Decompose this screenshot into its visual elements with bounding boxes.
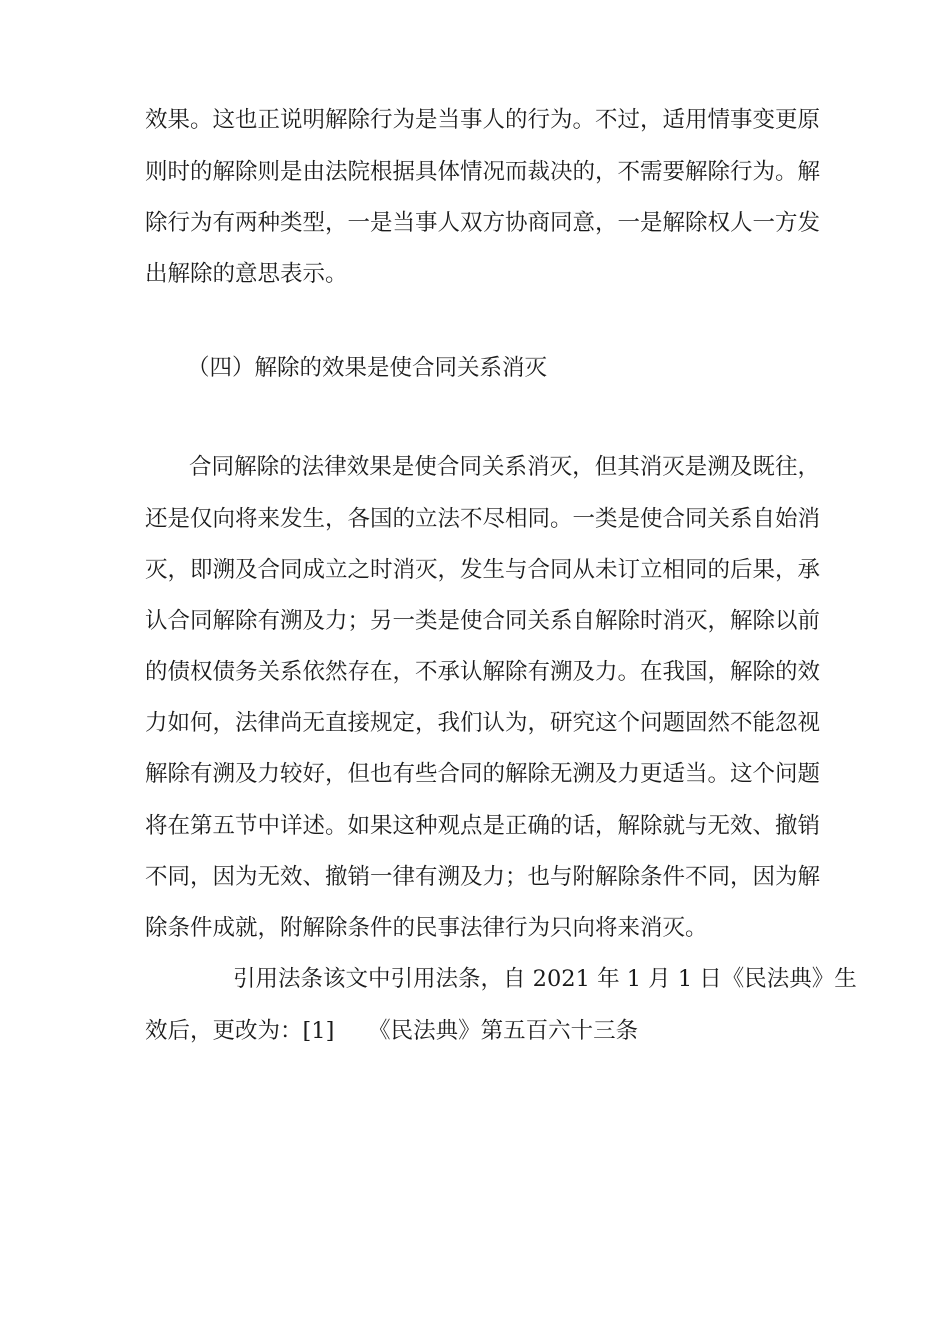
paragraph-line: 则时的解除则是由法院根据具体情况而裁决的，不需要解除行为。解	[145, 159, 821, 185]
paragraph-line: 效果。这也正说明解除行为是当事人的行为。不过，适用情事变更原	[145, 107, 821, 133]
citation-line: 引用法条该文中引用法条，自 2021 年 1 月 1 日《民法典》生	[233, 966, 857, 992]
paragraph-line: 合同解除的法律效果是使合同关系消灭，但其消灭是溯及既往，	[189, 454, 820, 480]
paragraph-line: 将在第五节中详述。如果这种观点是正确的话，解除就与无效、撤销	[145, 813, 821, 839]
paragraph-line: 除条件成就，附解除条件的民事法律行为只向将来消灭。	[145, 915, 708, 941]
paragraph-line: 解除有溯及力较好，但也有些合同的解除无溯及力更适当。这个问题	[145, 761, 821, 787]
paragraph-line: 不同，因为无效、撤销一律有溯及力；也与附解除条件不同，因为解	[145, 864, 821, 890]
paragraph-line: 还是仅向将来发生，各国的立法不尽相同。一类是使合同关系自始消	[145, 506, 821, 532]
paragraph-line: 认合同解除有溯及力；另一类是使合同关系自解除时消灭，解除以前	[145, 608, 821, 634]
paragraph-line: 力如何，法律尚无直接规定，我们认为，研究这个问题固然不能忽视	[145, 710, 821, 736]
section-heading: （四）解除的效果是使合同关系消灭	[187, 355, 548, 381]
paragraph-line: 灭，即溯及合同成立之时消灭，发生与合同从未订立相同的后果，承	[145, 557, 821, 583]
paragraph-line: 除行为有两种类型，一是当事人双方协商同意，一是解除权人一方发	[145, 210, 821, 236]
paragraph-line: 出解除的意思表示。	[145, 261, 348, 287]
citation-line: 效后，更改为：[1] 《民法典》第五百六十三条	[145, 1018, 639, 1044]
paragraph-line: 的债权债务关系依然存在，不承认解除有溯及力。在我国，解除的效	[145, 659, 821, 685]
